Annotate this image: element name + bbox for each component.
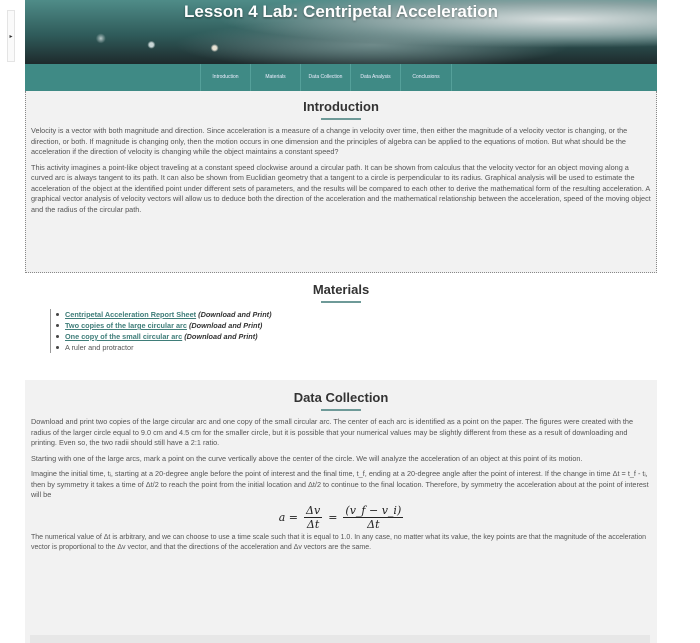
large-arc-link[interactable]: Two copies of the large circular arc bbox=[65, 321, 187, 330]
title-underline bbox=[321, 409, 361, 411]
report-sheet-link[interactable]: Centripetal Acceleration Report Sheet bbox=[65, 310, 197, 319]
nav-conclusions[interactable]: Conclusions bbox=[400, 64, 452, 91]
nav-data-analysis[interactable]: Data Analysis bbox=[350, 64, 400, 91]
formula-numerator: Δv bbox=[306, 503, 321, 517]
title-underline bbox=[321, 118, 361, 120]
note: (Download and Print) bbox=[198, 310, 272, 319]
chevron-right-icon: ▸ bbox=[9, 33, 13, 40]
materials-list bbox=[50, 309, 657, 353]
paragraph: This activity imagines a point-like object traveling at a constant speed clockwise around a circular path. It can be shown from calculus that the velocity vector for an object moving along a curved arc is always tangent to its path. It can also be shown from Euclidian geometry that a tangent to a circle is perpendicular to its radius. Graphical analysis will be used to estimate the acceleration of the object at the identified point under different sets of parameters, and the results will be compared to each other to derive the mathematical form of the resulting acceleration. A graphical vector analysis of velocity vectors will allow us to deduce both the direction of the acceleration and the mathematical relationship between the acceleration, speed of the moving object and the radius of the circular path. bbox=[31, 162, 651, 214]
list-item: A ruler and protractor bbox=[65, 342, 657, 353]
materials-section bbox=[25, 282, 657, 374]
note: (Download and Print) bbox=[184, 332, 258, 341]
formula-denominator: Δt bbox=[367, 517, 380, 531]
paragraph: Imagine the initial time, tᵢ, starting at a 20-degree angle before the point of interest and the final time, t_f, ending at a 20-degree angle after the point of interest. If the change in time Δt = t_f - tᵢ, then by symmetry it takes a time of Δt/2 to reach the point from the initial location and Δt/2 to continue to the final location. Therefore, by symmetry the acceleration about at the point of interest will be bbox=[31, 469, 649, 499]
sidebar-toggle[interactable] bbox=[7, 10, 15, 62]
data-collection-section bbox=[25, 380, 657, 643]
section-title: Materials bbox=[312, 282, 370, 297]
list-item bbox=[65, 309, 657, 320]
formula-lhs: a = bbox=[278, 510, 299, 524]
next-content-box bbox=[30, 635, 650, 643]
title-underline bbox=[321, 301, 361, 303]
section-title: Introduction bbox=[303, 99, 379, 114]
section-title: Data Collection bbox=[293, 390, 389, 405]
nav-data-collection[interactable]: Data Collection bbox=[300, 64, 350, 91]
list-item bbox=[65, 331, 657, 342]
paragraph: Velocity is a vector with both magnitude and direction. Since acceleration is a measure of a change in velocity over time, then either the magnitude of a velocity vector is changing, or the direction, or both. If magnitude is changing only, then the motion occurs in one dimension and the principles of algebra can be applied to the equations of motion. But what should be the acceleration if the direction of velocity is changing while the object maintains a constant speed? bbox=[31, 126, 628, 156]
list-item bbox=[65, 320, 657, 331]
nav-materials[interactable]: Materials bbox=[250, 64, 300, 91]
formula-numerator: (v_f − v_i) bbox=[345, 503, 402, 517]
paragraph: The numerical value of Δt is arbitrary, and we can choose to use a time scale such that it is equal to 1.0. In any case, no matter what its value, the key points are that the magnitude of the acceleration vector is proportional to the Δv vector, and that the directions of the acceleration and Δv vectors are the same. bbox=[31, 533, 647, 551]
introduction-section bbox=[25, 91, 657, 273]
header-banner bbox=[25, 0, 657, 64]
nav-introduction[interactable]: Introduction bbox=[200, 64, 250, 91]
acceleration-formula bbox=[31, 504, 651, 531]
page-title: Lesson 4 Lab: Centripetal Acceleration bbox=[184, 2, 498, 21]
formula-denominator: Δt bbox=[306, 517, 320, 531]
paragraph: Download and print two copies of the large circular arc and one copy of the small circular arc. The center of each arc is identified as a point on the paper. The figures were created with the radius of the larger circle equal to 9.0 cm and 4.5 cm for the smaller circle, but it is possible that your numerical values may be slightly different from these as a result of downloading and printing. Even so, the two radii should still have a 2:1 ratio. bbox=[31, 417, 634, 447]
small-arc-link[interactable]: One copy of the small circular arc bbox=[65, 332, 183, 341]
section-nav bbox=[25, 64, 657, 91]
paragraph: Starting with one of the large arcs, mark a point on the curve vertically above the center of the circle. We will analyze the acceleration of an object at this point of its motion. bbox=[31, 453, 583, 463]
note: (Download and Print) bbox=[188, 321, 263, 330]
formula-equals: = bbox=[328, 510, 338, 524]
